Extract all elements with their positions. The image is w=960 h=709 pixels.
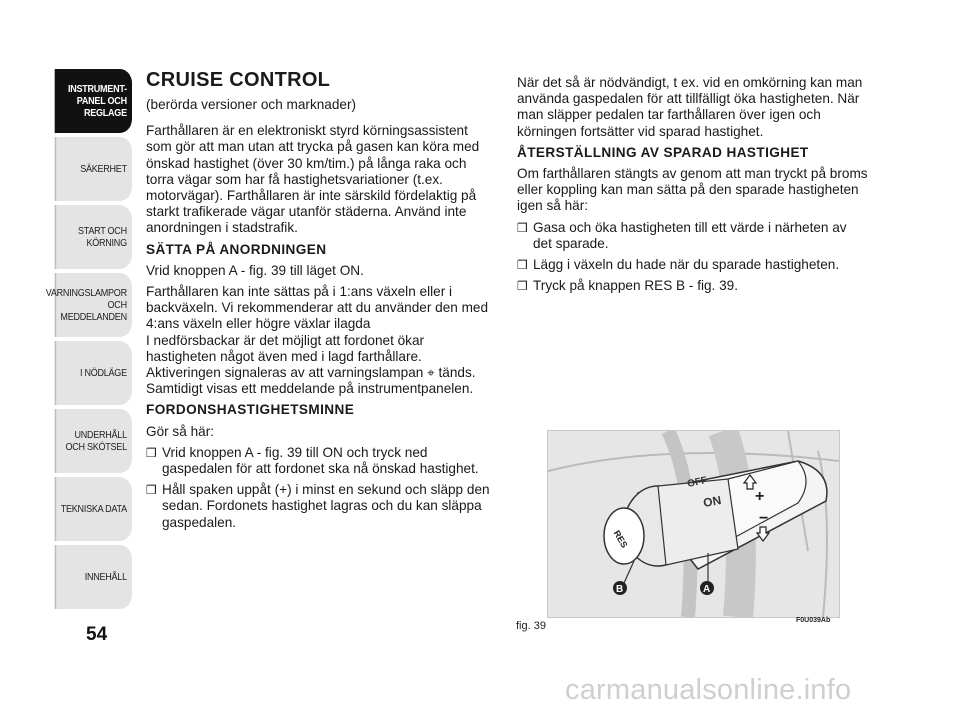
tab-label: VARNINGSLAMPOR OCH MEDDELANDEN <box>45 287 127 323</box>
on-label: ON <box>702 493 723 510</box>
off-label: OFF <box>686 475 709 490</box>
heading-restore: ÅTERSTÄLLNING AV SPARAD HASTIGHET <box>517 144 809 160</box>
chapter-tabs <box>42 69 132 613</box>
stalk-illustration <box>548 431 839 617</box>
tab-safety[interactable] <box>55 137 132 201</box>
activate-paragraph-1: Vrid knoppen A - fig. 39 till läget ON. <box>146 262 364 278</box>
figure-code: F0U039Ab <box>796 617 831 624</box>
left-column <box>146 68 492 536</box>
tab-label: INNEHÅLL <box>84 571 127 583</box>
checkbox-bullet-icon: ❒ <box>517 279 528 294</box>
checkbox-bullet-icon: ❒ <box>517 258 528 273</box>
tab-label: START OCH KÖRNING <box>77 225 127 249</box>
tab-starting-driving[interactable] <box>55 205 132 269</box>
plus-label: + <box>755 488 765 505</box>
tab-instrument-panel[interactable] <box>55 69 132 133</box>
heading-memory: FORDONSHASTIGHETSMINNE <box>146 402 355 418</box>
list-item-text: Håll spaken uppåt (+) i minst en sekund och släpp den sedan. Fordonets hastighet lagras och du kan släppa gaspedalen. <box>162 482 490 530</box>
list-item-text: Lägg i växeln du hade när du sparade hastigheten. <box>533 257 840 273</box>
list-item-text: Tryck på knappen RES B - fig. 39. <box>533 278 739 294</box>
tab-label: INSTRUMENT- PANEL OCH REGLAGE <box>67 83 127 119</box>
list-item <box>146 445 492 477</box>
list-item-text: Vrid knoppen A - fig. 39 till ON och tryck ned gaspedalen för att fordonet ska nå önskad hastighet. <box>162 444 479 477</box>
list-item <box>517 220 869 252</box>
callout-a: A <box>703 584 711 595</box>
page-number: 54 <box>86 624 108 645</box>
res-label: RES <box>611 528 630 550</box>
callout-b: B <box>616 584 624 595</box>
checkbox-bullet-icon: ❒ <box>517 220 528 235</box>
watermark: carmanualsonline.info <box>565 674 852 706</box>
minus-label: − <box>759 510 769 527</box>
list-item <box>517 257 869 273</box>
overtake-paragraph: När det så är nödvändigt, t ex. vid en omkörning kan man använda gaspedalen för att tillfälligt öka hastigheten. När man släpper pedalen tar farthållaren över igen och körningen fortsätter vid sparad hastighet. <box>517 75 863 139</box>
tab-label: SÄKERHET <box>80 163 127 175</box>
checkbox-bullet-icon: ❒ <box>146 483 157 498</box>
tab-label: UNDERHÅLL OCH SKÖTSEL <box>65 429 127 453</box>
figure-cruise-control-stalk <box>547 430 840 618</box>
right-column <box>517 75 869 299</box>
memory-paragraph: Gör så här: <box>146 423 214 439</box>
tab-contents[interactable] <box>55 545 132 609</box>
checkbox-bullet-icon: ❒ <box>146 445 157 460</box>
list-item <box>517 278 869 294</box>
restore-paragraph: Om farthållaren stängts av genom att man tryckt på broms eller koppling kan man sätta på den sparade hastigheten igen så här: <box>517 166 868 214</box>
heading-activate: SÄTTA PÅ ANORDNINGEN <box>146 241 327 257</box>
tab-technical-data[interactable] <box>55 477 132 541</box>
figure-caption: fig. 39 <box>516 620 546 632</box>
tab-maintenance[interactable] <box>55 409 132 473</box>
section-title: CRUISE CONTROL <box>146 69 331 91</box>
tab-emergency[interactable] <box>55 341 132 405</box>
tab-warning-lights[interactable] <box>45 273 132 337</box>
list-item-text: Gasa och öka hastigheten till ett värde i närheten av det sparade. <box>533 219 847 251</box>
section-subtitle: (berörda versioner och marknader) <box>146 97 357 112</box>
activate-paragraph-2: Farthållaren kan inte sättas på i 1:ans växeln eller i backväxeln. Vi rekommenderar att du använder den med 4:ans växeln eller högre växlar ilagda I nedförsbackar är det möjligt att fordonet ökar hastigheten något även med i lagd farthållare. Aktiveringen signaleras av att varningslampan ⌖ tänds. Samtidigt visas ett meddelande på instrumentpanelen. <box>146 284 489 397</box>
tab-label: I NÖDLÄGE <box>79 367 127 379</box>
intro-paragraph: Farthållaren är en elektroniskt styrd körningsassistent som gör att man utan att trycka på gasen kan köra med önskad hastighet (över 30 km/tim.) på långa raka och torra vägar som har få hastighetsvariationer (t.ex. motorvägar). Farthållaren är inte särskild fördelaktig på starkt trafikerade vägar utanför städerna. Använd inte anordningen i stadstrafik. <box>146 123 480 236</box>
tab-label: TEKNISKA DATA <box>60 503 127 515</box>
list-item <box>146 482 492 531</box>
